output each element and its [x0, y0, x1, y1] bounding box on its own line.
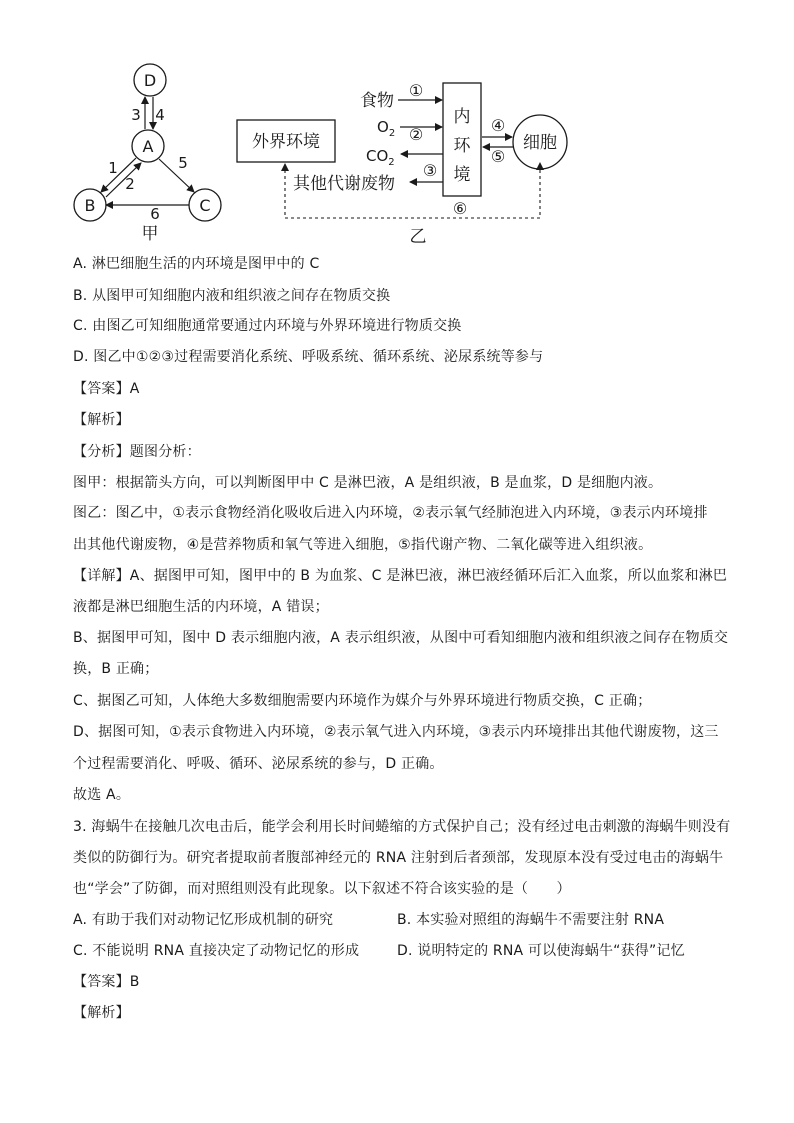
- q2-option-d: D. 图乙中①②③过程需要消化系统、呼吸系统、循环系统、泌尿系统等参与: [73, 349, 544, 365]
- q2-detail-line: 【详解】A、据图甲可知，图甲中的 B 为血浆、C 是淋巴液，淋巴液经循环后汇入血浆，所以血浆和淋巴: [73, 568, 728, 584]
- node-d-label: D: [143, 71, 157, 90]
- marker-3: ③: [422, 161, 438, 180]
- inner-env-char-2: 环: [453, 136, 471, 156]
- node-c-label: C: [199, 196, 211, 215]
- o2-main: O: [377, 118, 389, 136]
- edge-label-1: 1: [108, 159, 118, 177]
- o2-subscript: 2: [388, 128, 396, 139]
- q2-option-a: A. 淋巴细胞生活的内环境是图甲中的 C: [73, 256, 320, 272]
- q3-answer: 【答案】B: [73, 974, 140, 990]
- marker-1: ①: [408, 81, 424, 100]
- figure-yi: [237, 81, 567, 247]
- co2-main: CO: [366, 147, 389, 165]
- co2-subscript: 2: [388, 157, 395, 168]
- edge-label-5: 5: [178, 154, 188, 172]
- marker-5: ⑤: [490, 147, 506, 166]
- q3-stem-line: 也“学会”了防御，而对照组则没有此现象。以下叙述不符合该实验的是（ ）: [73, 881, 571, 897]
- edge-label-2: 2: [125, 175, 135, 193]
- q2-detail-line: B、据图甲可知，图中 D 表示细胞内液，A 表示组织液，从图中可看知细胞内液和组织液之间存在物质交: [73, 630, 729, 646]
- q2-conclusion: 故选 A。: [73, 787, 131, 803]
- marker-4: ④: [490, 116, 506, 135]
- q2-analysis-heading: 【解析】: [73, 412, 130, 428]
- marker-6: ⑥: [452, 199, 468, 218]
- cell-label: 细胞: [523, 133, 557, 153]
- arrow-6-dashed-head: [536, 162, 544, 170]
- figure-jia-caption: 甲: [141, 224, 159, 244]
- food-label: 食物: [360, 91, 394, 111]
- q2-option-c: C. 由图乙可知细胞通常要通过内环境与外界环境进行物质交换: [73, 318, 462, 334]
- q3-option-a: A. 有助于我们对动物记忆形成机制的研究: [73, 912, 334, 928]
- q2-option-b: B. 从图甲可知细胞内液和组织液之间存在物质交换: [73, 288, 391, 304]
- edge-label-6: 6: [150, 205, 160, 223]
- q2-analysis-line: 出其他代谢废物，④是营养物质和氧气等进入细胞，⑤指代谢产物、二氧化碳等进入组织液。: [73, 537, 653, 553]
- inner-env-char-1: 内: [453, 107, 471, 127]
- q3-analysis-heading: 【解析】: [73, 1005, 130, 1021]
- o2-label: [377, 118, 395, 139]
- q2-detail-line: 液都是淋巴细胞生活的内环境，A 错误；: [73, 599, 329, 615]
- marker-2: ②: [408, 125, 424, 144]
- edge-label-4: 4: [155, 106, 165, 124]
- q3-option-b: B. 本实验对照组的海蜗牛不需要注射 RNA: [397, 912, 665, 928]
- q2-detail-line: 换，B 正确；: [73, 661, 159, 677]
- q2-analysis-line: 图乙：图乙中，①表示食物经消化吸收后进入内环境，②表示氧气经肺泡进入内环境，③表示内环境排: [73, 505, 708, 521]
- q3-option-d: D. 说明特定的 RNA 可以使海蜗牛“获得”记忆: [397, 943, 685, 959]
- outer-env-label: 外界环境: [252, 132, 320, 152]
- q3-stem-line: 类似的防御行为。研究者提取前者腹部神经元的 RNA 注射到后者颈部，发现原本没有受过电击的海蜗牛: [73, 850, 724, 866]
- q2-detail-line: C、据图乙可知，人体绝大多数细胞需要内环境作为媒介与外界环境进行物质交换，C 正确；: [73, 693, 652, 709]
- co2-label: [366, 147, 395, 168]
- q2-answer: 【答案】A: [73, 381, 140, 397]
- q2-detail-line: 个过程需要消化、呼吸、循环、泌尿系统的参与，D 正确。: [73, 756, 444, 772]
- figure-jia: [74, 64, 221, 244]
- figures: [0, 0, 794, 250]
- q3-stem-line: 3. 海蜗牛在接触几次电击后，能学会利用长时间蜷缩的方式保护自己；没有经过电击刺激的海蜗牛则没有: [73, 819, 731, 835]
- q2-detail-line: D、据图可知，①表示食物进入内环境，②表示氧气进入内环境，③表示内环境排出其他代谢废物，这三: [73, 724, 719, 740]
- inner-env-char-3: 境: [453, 165, 471, 185]
- q2-analysis-line: 【分析】题图分析：: [73, 444, 201, 460]
- node-a-label: A: [142, 137, 154, 156]
- edge-label-3: 3: [131, 106, 141, 124]
- node-b-label: B: [84, 196, 96, 215]
- figure-yi-caption: 乙: [409, 227, 427, 247]
- q2-analysis-line: 图甲：根据箭头方向，可以判断图甲中 C 是淋巴液，A 是组织液，B 是血浆，D 是细胞内液。: [73, 475, 663, 491]
- q3-option-c: C. 不能说明 RNA 直接决定了动物记忆的形成: [73, 943, 360, 959]
- arrow-5-a-to-c: [159, 159, 194, 192]
- waste-label: 其他代谢废物: [293, 174, 395, 194]
